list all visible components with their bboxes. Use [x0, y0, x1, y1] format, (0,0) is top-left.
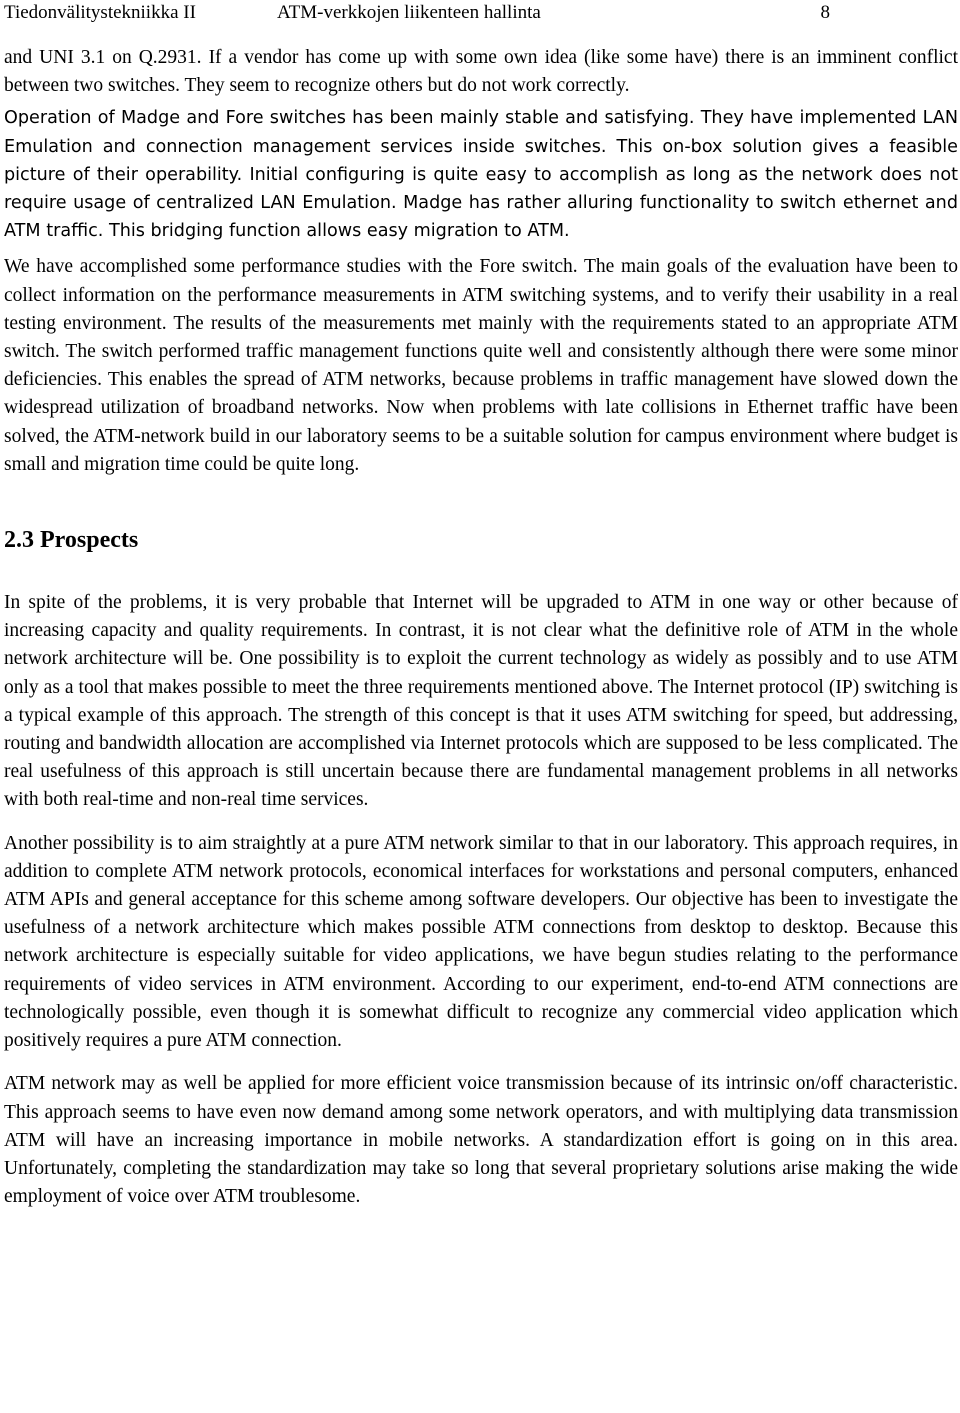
section-heading: 2.3 Prospects: [4, 527, 139, 554]
header-document-title: ATM-verkkojen liikenteen hallinta: [277, 2, 541, 23]
body-paragraph: Operation of Madge and Fore switches has been mainly stable and satisfying. They have implemented LAN Emulation and connection management services inside switches. This on-box solution gives a feasible picture of their operability. Initial configuring is quite easy to accomplish as long as the network does not require usage of centralized LAN Emulation. Madge has rather alluring functionality to switch ethernet and ATM traffic. This bridging function allows easy migration to ATM.: [4, 108, 958, 242]
body-paragraph: In spite of the problems, it is very probable that Internet will be upgraded to ATM in one way or other because of increasing capacity and quality requirements. In contrast, it is not clear what the definitive role of ATM in the whole network architecture will be. One possibility is to exploit the current technology as widely as possibly and to use ATM only as a tool that makes possible to meet the three requirements mentioned above. The Internet protocol (IP) switching is a typical example of this approach. The strength of this concept is that it uses ATM switching for speed, but addressing, routing and bandwidth allocation are accomplished via Internet protocols which are supposed to be less complicated. The real usefulness of this approach is still uncertain because there are fundamental management problems in all networks with both real-time and non-real time services.: [4, 592, 958, 811]
running-header: [4, 0, 958, 30]
header-course-title: Tiedonvälitystekniikka II: [4, 2, 196, 23]
body-paragraph: and UNI 3.1 on Q.2931. If a vendor has come up with some own idea (like some have) there is an imminent conflict between two switches. They seem to recognize others but do not work correctly.: [4, 47, 958, 97]
page-number: 8: [820, 2, 830, 23]
body-paragraph: Another possibility is to aim straightly at a pure ATM network similar to that in our laboratory. This approach requires, in addition to complete ATM network protocols, economical interfaces for workstations and personal computers, enhanced ATM APIs and general acceptance for this scheme among software developers. Our objective has been to investigate the usefulness of a network architecture which makes possible ATM connections from desktop to desktop. Because this network architecture is especially suitable for video applications, we have begun studies relating to the performance requirements of video services in ATM environment. According to our experiment, end-to-end ATM connections are technologically possible, even though it is somewhat difficult to recognize any commercial video application which positively requires a pure ATM connection.: [4, 832, 958, 1052]
body-paragraph: We have accomplished some performance studies with the Fore switch. The main goals of the evaluation have been to collect information on the performance measurements in ATM switching systems, and to verify their usability in a real testing environment. The results of the measurements met mainly with the requirements stated to an appropriate ATM switch. The switch performed traffic management functions quite well and consistently although there were some minor deficiencies. This enables the spread of ATM networks, because problems in traffic management have slowed down the widespread utilization of broadband networks. Now when problems with late collisions in Ethernet traffic have been solved, the ATM-network build in our laboratory seems to be a suitable solution for campus environment where budget is small and migration time could be quite long.: [4, 256, 958, 475]
body-paragraph: ATM network may as well be applied for more efficient voice transmission because of its intrinsic on/off characteristic. This approach seems to have even now demand among some network operators, and with multiplying data transmission ATM will have an increasing importance in mobile networks. A standardization effort is going on in this area. Unfortunately, completing the standardization may take so long that several proprietary solutions arise making the wide employment of voice over ATM troublesome.: [4, 1073, 958, 1208]
document-page: [4, 0, 958, 1211]
